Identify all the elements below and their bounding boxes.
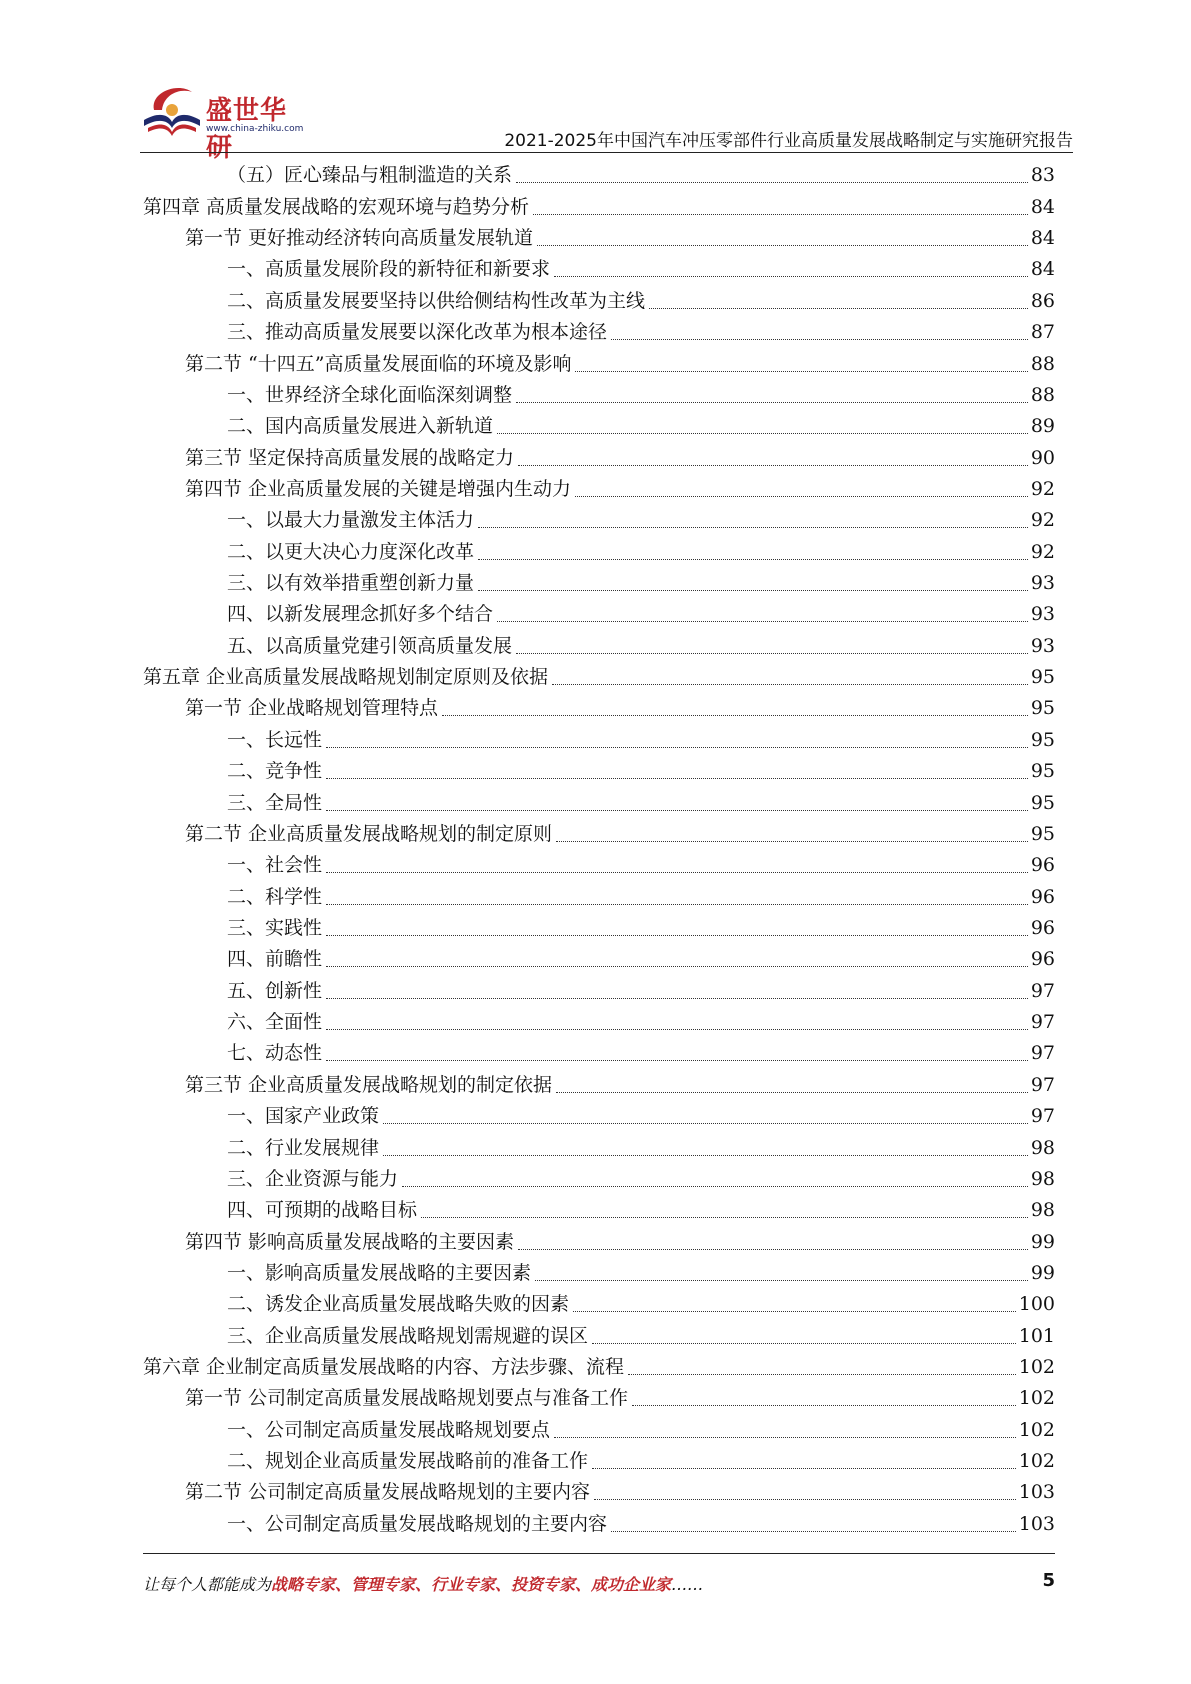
logo-book-icon (140, 80, 204, 144)
table-of-contents (143, 160, 1055, 1540)
toc-entry[interactable] (143, 254, 1055, 285)
toc-entry-label: 第二节 企业高质量发展战略规划的制定原则 (185, 822, 553, 845)
toc-entry-label: 第三节 企业高质量发展战略规划的制定依据 (185, 1073, 553, 1096)
toc-entry-label: 第四章 高质量发展战略的宏观环境与趋势分析 (143, 195, 530, 218)
toc-entry-label: 第四节 影响高质量发展战略的主要因素 (185, 1230, 515, 1253)
toc-dot-leader (556, 1092, 1028, 1093)
toc-entry[interactable] (143, 944, 1055, 975)
toc-entry-label: 一、长远性 (227, 728, 323, 751)
footer-divider (143, 1553, 1055, 1554)
toc-dot-leader (478, 527, 1028, 528)
logo-text: 盛世华研 (206, 96, 288, 163)
toc-entry[interactable] (143, 1164, 1055, 1195)
toc-entry-page: 96 (1030, 854, 1055, 877)
toc-entry-label: （五）匠心臻品与粗制滥造的关系 (227, 164, 513, 187)
toc-entry[interactable] (143, 1289, 1055, 1320)
toc-entry-label: 二、规划企业高质量发展战略前的准备工作 (227, 1450, 589, 1473)
toc-entry[interactable] (143, 630, 1055, 661)
toc-entry-label: 二、竞争性 (227, 760, 323, 783)
toc-entry-page: 83 (1030, 164, 1055, 187)
toc-dot-leader (556, 841, 1028, 842)
toc-dot-leader (516, 182, 1028, 183)
report-title: 2021-2025年中国汽车冲压零部件行业高质量发展战略制定与实施研究报告 (504, 131, 1073, 151)
toc-dot-leader (592, 1343, 1016, 1344)
toc-dot-leader (421, 1217, 1028, 1218)
toc-entry-page: 86 (1030, 289, 1055, 312)
toc-entry[interactable] (143, 693, 1055, 724)
toc-entry-label: 二、诱发企业高质量发展战略失败的因素 (227, 1293, 570, 1316)
toc-dot-leader (326, 1029, 1028, 1030)
toc-entry-page: 96 (1030, 885, 1055, 908)
toc-entry-page: 103 (1018, 1481, 1055, 1504)
slogan-suffix: …… (671, 1575, 704, 1594)
page-header (0, 0, 1191, 163)
toc-entry-label: 第五章 企业高质量发展战略规划制定原则及依据 (143, 666, 549, 689)
toc-entry[interactable] (143, 819, 1055, 850)
toc-entry-page: 88 (1030, 352, 1055, 375)
toc-entry-page: 96 (1030, 948, 1055, 971)
toc-entry[interactable] (143, 724, 1055, 755)
toc-entry[interactable] (143, 599, 1055, 630)
toc-entry[interactable] (143, 1414, 1055, 1445)
toc-entry[interactable] (143, 505, 1055, 536)
toc-dot-leader (649, 308, 1028, 309)
toc-entry-label: 一、以最大力量激发主体活力 (227, 509, 475, 532)
toc-entry-page: 88 (1030, 383, 1055, 406)
toc-entry[interactable] (143, 1132, 1055, 1163)
toc-entry[interactable] (143, 442, 1055, 473)
toc-entry-label: 一、社会性 (227, 854, 323, 877)
toc-entry-label: 三、企业资源与能力 (227, 1167, 399, 1190)
toc-entry[interactable] (143, 191, 1055, 222)
page-number: 5 (1042, 1570, 1055, 1591)
toc-dot-leader (326, 998, 1028, 999)
toc-dot-leader (326, 904, 1028, 905)
toc-entry-label: 一、影响高质量发展战略的主要因素 (227, 1261, 532, 1284)
toc-entry-label: 二、行业发展规律 (227, 1136, 380, 1159)
toc-entry[interactable] (143, 348, 1055, 379)
toc-entry[interactable] (143, 1320, 1055, 1351)
toc-dot-leader (402, 1186, 1028, 1187)
toc-entry-label: 三、实践性 (227, 916, 323, 939)
toc-dot-leader (628, 1374, 1016, 1375)
toc-entry-page: 84 (1030, 227, 1055, 250)
toc-dot-leader (575, 496, 1028, 497)
toc-dot-leader (326, 747, 1028, 748)
toc-entry-label: 第一节 企业战略规划管理特点 (185, 697, 439, 720)
toc-entry[interactable] (143, 756, 1055, 787)
footer-slogan (143, 1572, 703, 1595)
toc-entry-page: 98 (1030, 1167, 1055, 1190)
toc-entry-page: 84 (1030, 258, 1055, 281)
toc-entry[interactable] (143, 411, 1055, 442)
toc-entry-label: 二、国内高质量发展进入新轨道 (227, 415, 494, 438)
header-divider (140, 152, 1073, 153)
toc-entry-label: 第一节 公司制定高质量发展战略规划要点与准备工作 (185, 1387, 629, 1410)
toc-entry[interactable] (143, 160, 1055, 191)
toc-entry-label: 四、可预期的战略目标 (227, 1199, 418, 1222)
toc-entry[interactable] (143, 1383, 1055, 1414)
toc-entry-page: 93 (1030, 603, 1055, 626)
toc-entry-label: 三、以有效举措重塑创新力量 (227, 572, 475, 595)
toc-dot-leader (516, 402, 1028, 403)
toc-entry[interactable] (143, 913, 1055, 944)
toc-dot-leader (611, 1531, 1016, 1532)
toc-entry-label: 四、以新发展理念抓好多个结合 (227, 603, 494, 626)
toc-entry-label: 第三节 坚定保持高质量发展的战略定力 (185, 446, 515, 469)
toc-entry-page: 95 (1030, 791, 1055, 814)
toc-entry[interactable] (143, 1258, 1055, 1289)
toc-entry[interactable] (143, 1101, 1055, 1132)
toc-entry[interactable] (143, 850, 1055, 881)
company-logo (140, 80, 310, 163)
toc-entry-page: 97 (1030, 1105, 1055, 1128)
logo-url: www.china-zhiku.com (206, 124, 304, 134)
toc-entry-page: 95 (1030, 728, 1055, 751)
toc-entry-label: 第二节 “十四五”高质量发展面临的环境及影响 (185, 352, 572, 375)
toc-entry-label: 四、前瞻性 (227, 948, 323, 971)
toc-dot-leader (478, 559, 1028, 560)
toc-entry-page: 98 (1030, 1199, 1055, 1222)
toc-dot-leader (326, 935, 1028, 936)
toc-entry-label: 一、国家产业政策 (227, 1105, 380, 1128)
toc-entry-page: 97 (1030, 1073, 1055, 1096)
toc-dot-leader (537, 245, 1028, 246)
toc-entry-page: 95 (1030, 666, 1055, 689)
toc-dot-leader (554, 276, 1028, 277)
toc-dot-leader (383, 1155, 1028, 1156)
toc-entry[interactable] (143, 1195, 1055, 1226)
toc-entry[interactable] (143, 1069, 1055, 1100)
toc-entry-label: 二、以更大决心力度深化改革 (227, 540, 475, 563)
toc-dot-leader (611, 339, 1028, 340)
toc-dot-leader (573, 1311, 1016, 1312)
toc-entry[interactable] (143, 568, 1055, 599)
toc-entry-page: 103 (1018, 1512, 1055, 1535)
toc-entry[interactable] (143, 662, 1055, 693)
toc-entry-page: 102 (1018, 1356, 1055, 1379)
toc-dot-leader (518, 1249, 1028, 1250)
toc-entry-label: 一、高质量发展阶段的新特征和新要求 (227, 258, 551, 281)
toc-entry-label: 六、全面性 (227, 1011, 323, 1034)
toc-entry-page: 90 (1030, 446, 1055, 469)
toc-entry[interactable] (143, 1352, 1055, 1383)
toc-entry-label: 二、科学性 (227, 885, 323, 908)
toc-dot-leader (516, 653, 1028, 654)
slogan-prefix: 让每个人都能成为 (143, 1575, 272, 1594)
toc-entry-label: 一、公司制定高质量发展战略规划的主要内容 (227, 1512, 608, 1535)
toc-entry-label: 五、创新性 (227, 979, 323, 1002)
toc-dot-leader (497, 621, 1028, 622)
toc-entry[interactable] (143, 787, 1055, 818)
toc-entry[interactable] (143, 223, 1055, 254)
toc-dot-leader (632, 1405, 1016, 1406)
toc-dot-leader (594, 1499, 1016, 1500)
toc-dot-leader (326, 810, 1028, 811)
toc-entry-page: 95 (1030, 822, 1055, 845)
toc-entry-label: 五、以高质量党建引领高质量发展 (227, 634, 513, 657)
toc-entry-label: 三、企业高质量发展战略规划需规避的误区 (227, 1324, 589, 1347)
toc-entry-page: 97 (1030, 979, 1055, 1002)
toc-dot-leader (442, 715, 1028, 716)
toc-entry[interactable] (143, 317, 1055, 348)
toc-entry-page: 102 (1018, 1450, 1055, 1473)
toc-dot-leader (554, 1437, 1016, 1438)
toc-entry-page: 99 (1030, 1230, 1055, 1253)
toc-entry-label: 七、动态性 (227, 1042, 323, 1065)
toc-entry[interactable] (143, 1508, 1055, 1539)
toc-entry[interactable] (143, 1038, 1055, 1069)
toc-entry-label: 第一节 更好推动经济转向高质量发展轨道 (185, 227, 534, 250)
toc-entry-page: 101 (1018, 1324, 1055, 1347)
toc-dot-leader (326, 966, 1028, 967)
toc-entry[interactable] (143, 285, 1055, 316)
toc-dot-leader (326, 1060, 1028, 1061)
toc-entry[interactable] (143, 1007, 1055, 1038)
toc-entry-label: 第六章 企业制定高质量发展战略的内容、方法步骤、流程 (143, 1356, 625, 1379)
toc-entry-page: 102 (1018, 1418, 1055, 1441)
toc-entry-label: 第二节 公司制定高质量发展战略规划的主要内容 (185, 1481, 591, 1504)
toc-entry-page: 84 (1030, 195, 1055, 218)
toc-dot-leader (326, 872, 1028, 873)
toc-entry-label: 三、推动高质量发展要以深化改革为根本途径 (227, 321, 608, 344)
toc-entry-page: 92 (1030, 509, 1055, 532)
toc-entry-page: 89 (1030, 415, 1055, 438)
toc-entry-page: 87 (1030, 321, 1055, 344)
toc-entry[interactable] (143, 380, 1055, 411)
toc-entry-page: 93 (1030, 572, 1055, 595)
toc-entry-label: 一、世界经济全球化面临深刻调整 (227, 383, 513, 406)
toc-entry-page: 93 (1030, 634, 1055, 657)
toc-dot-leader (535, 1280, 1028, 1281)
toc-entry-label: 二、高质量发展要坚持以供给侧结构性改革为主线 (227, 289, 646, 312)
toc-entry-page: 96 (1030, 916, 1055, 939)
toc-entry-label: 第四节 企业高质量发展的关键是增强内生动力 (185, 477, 572, 500)
toc-entry[interactable] (143, 536, 1055, 567)
toc-entry[interactable] (143, 975, 1055, 1006)
toc-entry-page: 97 (1030, 1042, 1055, 1065)
toc-entry-page: 99 (1030, 1261, 1055, 1284)
toc-dot-leader (552, 684, 1028, 685)
toc-entry-page: 98 (1030, 1136, 1055, 1159)
toc-dot-leader (383, 1123, 1028, 1124)
toc-entry[interactable] (143, 474, 1055, 505)
toc-entry-page: 92 (1030, 477, 1055, 500)
toc-entry-label: 一、公司制定高质量发展战略规划要点 (227, 1418, 551, 1441)
toc-dot-leader (592, 1468, 1016, 1469)
toc-entry[interactable] (143, 881, 1055, 912)
toc-dot-leader (518, 465, 1028, 466)
toc-entry[interactable] (143, 1446, 1055, 1477)
toc-entry-label: 三、全局性 (227, 791, 323, 814)
toc-entry-page: 95 (1030, 697, 1055, 720)
slogan-highlight: 战略专家、管理专家、行业专家、投资专家、成功企业家 (271, 1575, 672, 1594)
toc-entry-page: 95 (1030, 760, 1055, 783)
toc-dot-leader (497, 433, 1028, 434)
toc-entry-page: 102 (1018, 1387, 1055, 1410)
toc-entry[interactable] (143, 1226, 1055, 1257)
toc-dot-leader (326, 778, 1028, 779)
toc-entry-page: 97 (1030, 1011, 1055, 1034)
toc-dot-leader (575, 371, 1027, 372)
toc-entry[interactable] (143, 1477, 1055, 1508)
toc-entry-page: 92 (1030, 540, 1055, 563)
toc-dot-leader (533, 214, 1028, 215)
toc-entry-page: 100 (1018, 1293, 1055, 1316)
toc-dot-leader (478, 590, 1028, 591)
